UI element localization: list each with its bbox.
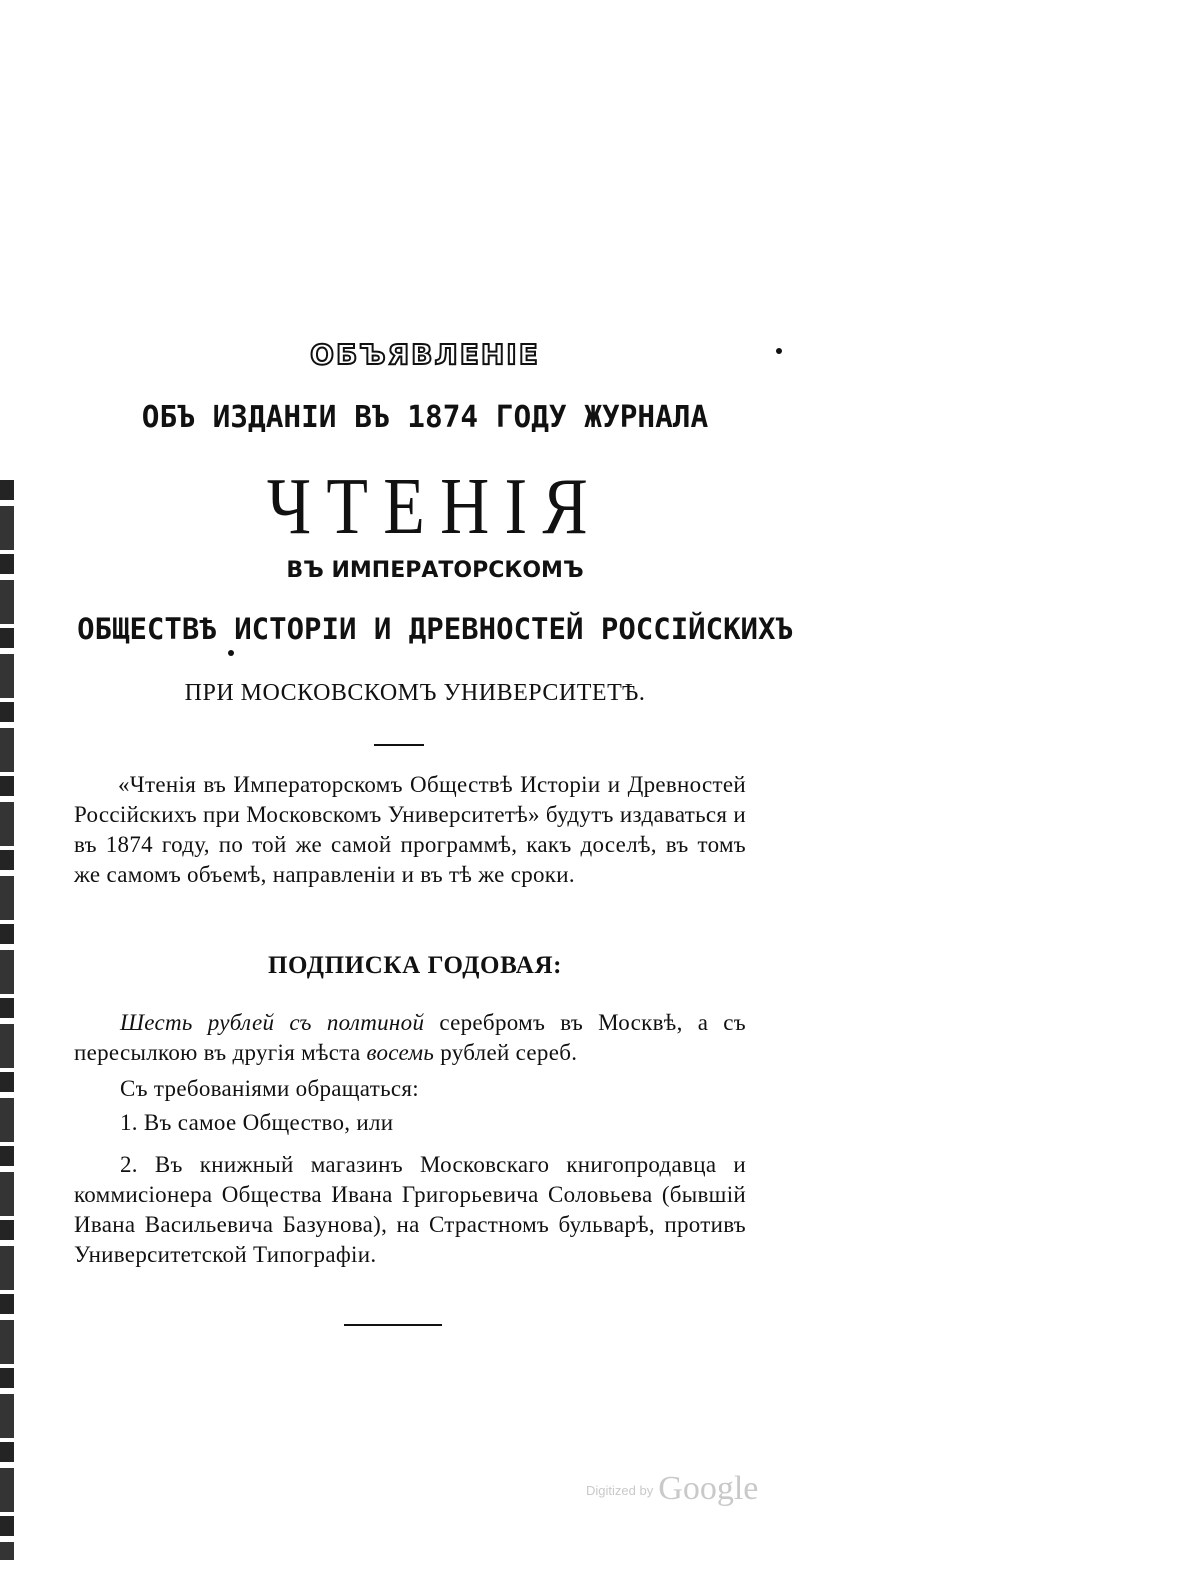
contact-item-2: 2. Въ книжный магазинъ Московскаго книгопродавца и коммисіонера Общества Ивана Григорьевича Соловьева (бывшій Ивана Васильевича Базунова), на Страстномъ бульварѣ, противъ Университетской Типографіи. (74, 1152, 746, 1267)
subscription-text: серебромъ въ Москвѣ, а съ пересылкою въ другія мѣста (74, 1010, 746, 1065)
heading-society: ОБЩЕСТВѢ ИСТОРІИ И ДРЕВНОСТЕЙ РОССІЙСКИХЪ (77, 612, 793, 646)
subscription-text-end: рублей сереб. (434, 1040, 578, 1065)
price-other: восемь (366, 1040, 435, 1065)
intro-paragraph: «Чтенія въ Императорскомъ Обществѣ Исторіи и Древностей Россійскихъ при Московскомъ Университетѣ» будутъ издаваться и въ 1874 году, по той же самой программѣ, какъ доселѣ, въ томъ же самомъ объемѣ, направленіи и въ тѣ же сроки. (74, 772, 746, 887)
google-logo: Google (658, 1470, 759, 1507)
watermark-prefix: Digitized by (586, 1483, 654, 1498)
contact-item-1: 1. Въ самое Общество, или (120, 1110, 394, 1135)
contact-intro: Съ требованіями обращаться: (120, 1076, 419, 1101)
scan-edge-artifact (0, 480, 14, 1560)
subscription-heading: ПОДПИСКА ГОДОВАЯ: (267, 952, 563, 979)
heading-university: ПРИ МОСКОВСКОМЪ УНИВЕРСИТЕТѢ. (184, 680, 646, 706)
price-moscow: Шесть рублей съ полтиной (120, 1010, 425, 1035)
ink-speck (228, 650, 234, 656)
digitized-by-google-watermark (586, 1470, 758, 1508)
heading-imperial: ВЪ ИМПЕРАТОРСКОМЪ (286, 558, 584, 583)
subscription-paragraph (74, 1008, 746, 1068)
heading-publication: ОБЪ ИЗДАНІИ ВЪ 1874 ГОДУ ЖУРНАЛА (141, 400, 709, 435)
heading-announcement: ОБЪЯВЛЕНІЕ (310, 338, 540, 371)
divider (374, 744, 424, 746)
journal-title: ЧТЕНІЯ (266, 463, 604, 551)
end-rule (344, 1324, 442, 1326)
